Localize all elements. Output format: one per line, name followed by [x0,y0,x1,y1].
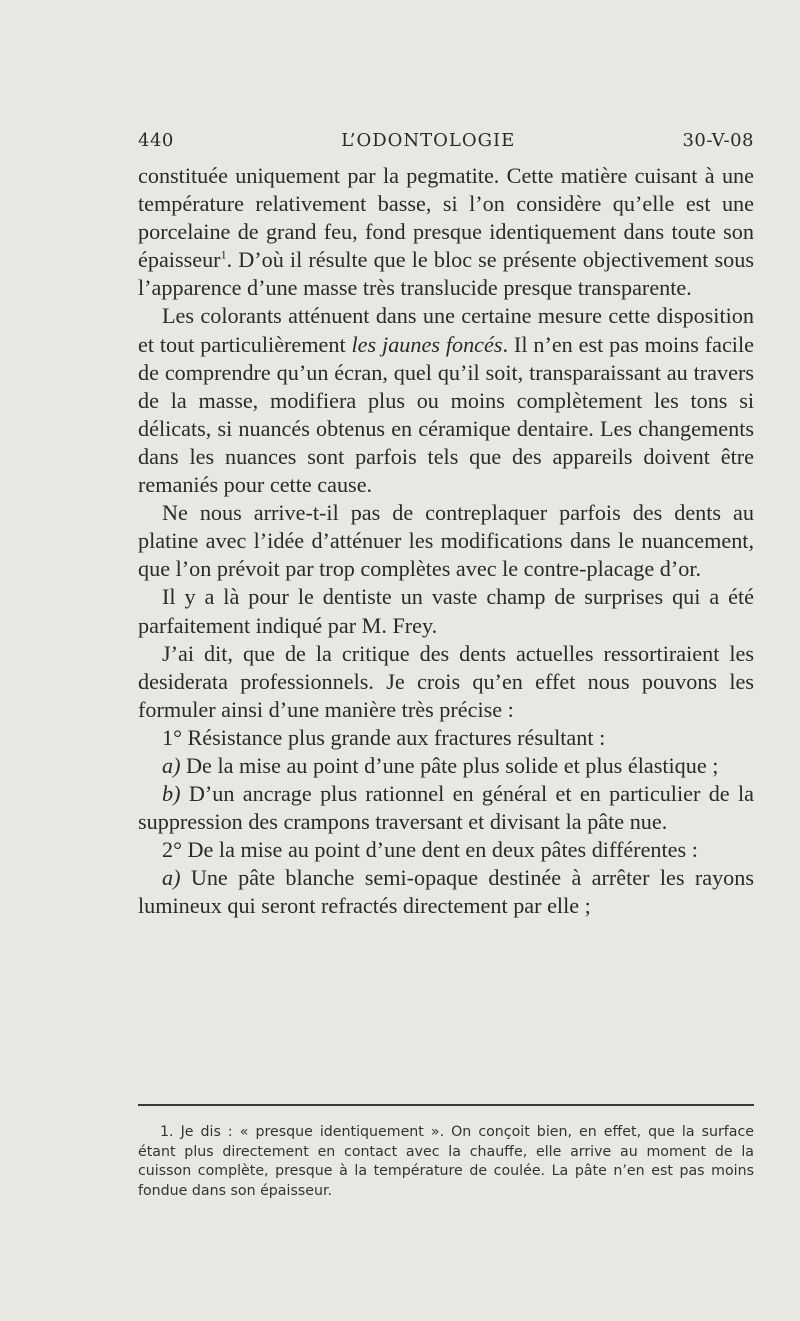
item-marker: a) [162,865,181,891]
paragraph: J’ai dit, que de la critique des dents actuelles ressortiraient les desiderata professionnels. Je crois qu’en effet nous pouvons les formuler ainsi d’une manière très précise : [138,640,754,722]
journal-title: L’ODONTOLOGIE [341,130,516,151]
list-item: a) Une pâte blanche semi-opaque destinée à arrêter les rayons lumineux qui seront refractés directement par elle ; [138,865,754,919]
paragraph: constituée uniquement par la pegmatite. Cette matière cuisant à une température relativement basse, si l’on considère qu’elle est une porcelaine de grand feu, fond presque identiquement dans toute son épaisseur$^1$. D’où il résulte que le bloc se présente objectivement sous l’apparence d’une masse très translucide presque transparente. [138,163,754,301]
item-marker: a) [162,752,181,778]
body-text [138,162,754,921]
footnote-text: 1. Je dis : « presque identiquement ». On conçoit bien, en effet, que la surface étant plus directement en contact avec la chauffe, elle arrive au moment de la cuisson complète, presque à la température de coulée. La pâte n’en est pas moins fondue dans son épaisseur. [138,1124,754,1199]
footnote-reference[interactable]: 1 [220,247,227,262]
list-item: b) D’un ancrage plus rationnel en général et en particulier de la suppression des crampons traversant et divisant la pâte nue. [138,781,754,835]
issue-date: 30-V-08 [682,130,754,151]
list-heading: 1° Résistance plus grande aux fractures résultant : [162,724,606,750]
paragraph: Ne nous arrive-t-il pas de contreplaquer parfois des dents au platine avec l’idée d’atténuer les modifications dans le nuancement, que l’on prévoit par trop complètes avec le contre-placage d’or. [138,500,754,582]
emphasis: les jaunes foncés [351,331,503,357]
item-marker: b) [162,781,181,807]
list-heading: 2° De la mise au point d’une dent en deux pâtes différentes : [162,837,698,863]
list-item: a) De la mise au point d’une pâte plus solide et plus élastique ; [162,752,719,778]
page-number: 440 [138,130,174,151]
paragraph: Les colorants atténuent dans une certaine mesure cette disposition et tout particulièrement les jaunes foncés. Il n’en est pas moins facile de comprendre qu’un écran, quel qu’il soit, transparaissant au travers de la masse, modifiera plus ou moins complètement les tons si délicats, si nuancés obtenus en céramique dentaire. Les changements dans les nuances sont parfois tels que des appareils doivent être remaniés pour cette cause. [138,303,754,498]
paragraph: Il y a là pour le dentiste un vaste champ de surprises qui a été parfaitement indiqué par M. Frey. [138,584,754,638]
footnote [138,1123,754,1201]
footnote-divider [138,1104,754,1106]
running-header [138,130,754,151]
